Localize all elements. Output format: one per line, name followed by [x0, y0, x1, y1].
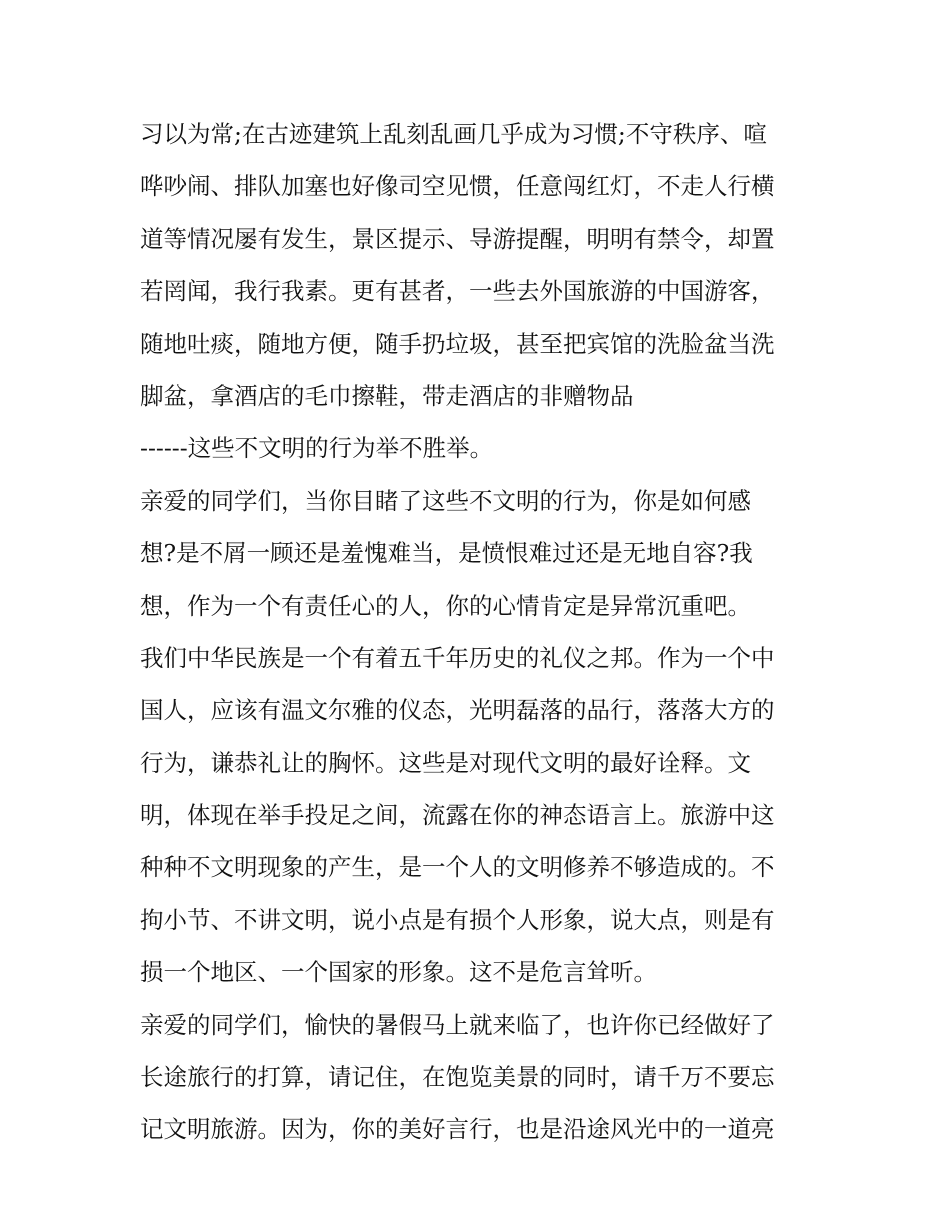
- text-line: 种种不文明现象的产生，是一个人的文明修养不够造成的。不: [140, 853, 775, 882]
- text-line: 国人，应该有温文尔雅的仪态，光明磊落的品行，落落大方的: [140, 696, 775, 725]
- text-line: 随地吐痰，随地方便，随手扔垃圾，甚至把宾馆的洗脸盆当洗: [140, 329, 775, 358]
- text-line: 损一个地区、一个国家的形象。这不是危言耸听。: [140, 958, 657, 987]
- text-line: 想?是不屑一顾还是羞愧难当，是愤恨难过还是无地自容?我: [140, 539, 753, 568]
- text-line: 拘小节、不讲文明，说小点是有损个人形象，说大点，则是有: [140, 905, 775, 934]
- text-line: 长途旅行的打算，请记住，在饱览美景的同时，请千万不要忘: [140, 1063, 775, 1092]
- text-line: 想，作为一个有责任心的人，你的心情肯定是异常沉重吧。: [140, 591, 751, 620]
- text-line: 亲爱的同学们，当你目睹了这些不文明的行为，你是如何感: [140, 486, 751, 515]
- text-line: 脚盆，拿酒店的毛巾擦鞋，带走酒店的非赠物品: [140, 381, 634, 410]
- text-line: 习以为常;在古迹建筑上乱刻乱画几乎成为习惯;不守秩序、喧: [140, 120, 767, 148]
- text-line: 我们中华民族是一个有着五千年历史的礼仪之邦。作为一个中: [140, 643, 775, 672]
- text-line: 行为，谦恭礼让的胸怀。这些是对现代文明的最好诠释。文: [140, 748, 751, 777]
- text-line: ------这些不文明的行为举不胜举。: [140, 434, 494, 463]
- text-line: 哗吵闹、排队加塞也好像司空见惯，任意闯红灯，不走人行横: [140, 172, 775, 201]
- text-line: 记文明旅游。因为，你的美好言行，也是沿途风光中的一道亮: [140, 1115, 775, 1144]
- text-line: 亲爱的同学们，愉快的暑假马上就来临了，也许你已经做好了: [140, 1010, 775, 1039]
- text-line: 道等情况屡有发生，景区提示、导游提醒，明明有禁令，却置: [140, 224, 775, 253]
- body-text: [140, 108, 820, 1156]
- text-line: 若罔闻，我行我素。更有甚者，一些去外国旅游的中国游客，: [140, 277, 775, 306]
- text-line: 明，体现在举手投足之间，流露在你的神态语言上。旅游中这: [140, 801, 775, 830]
